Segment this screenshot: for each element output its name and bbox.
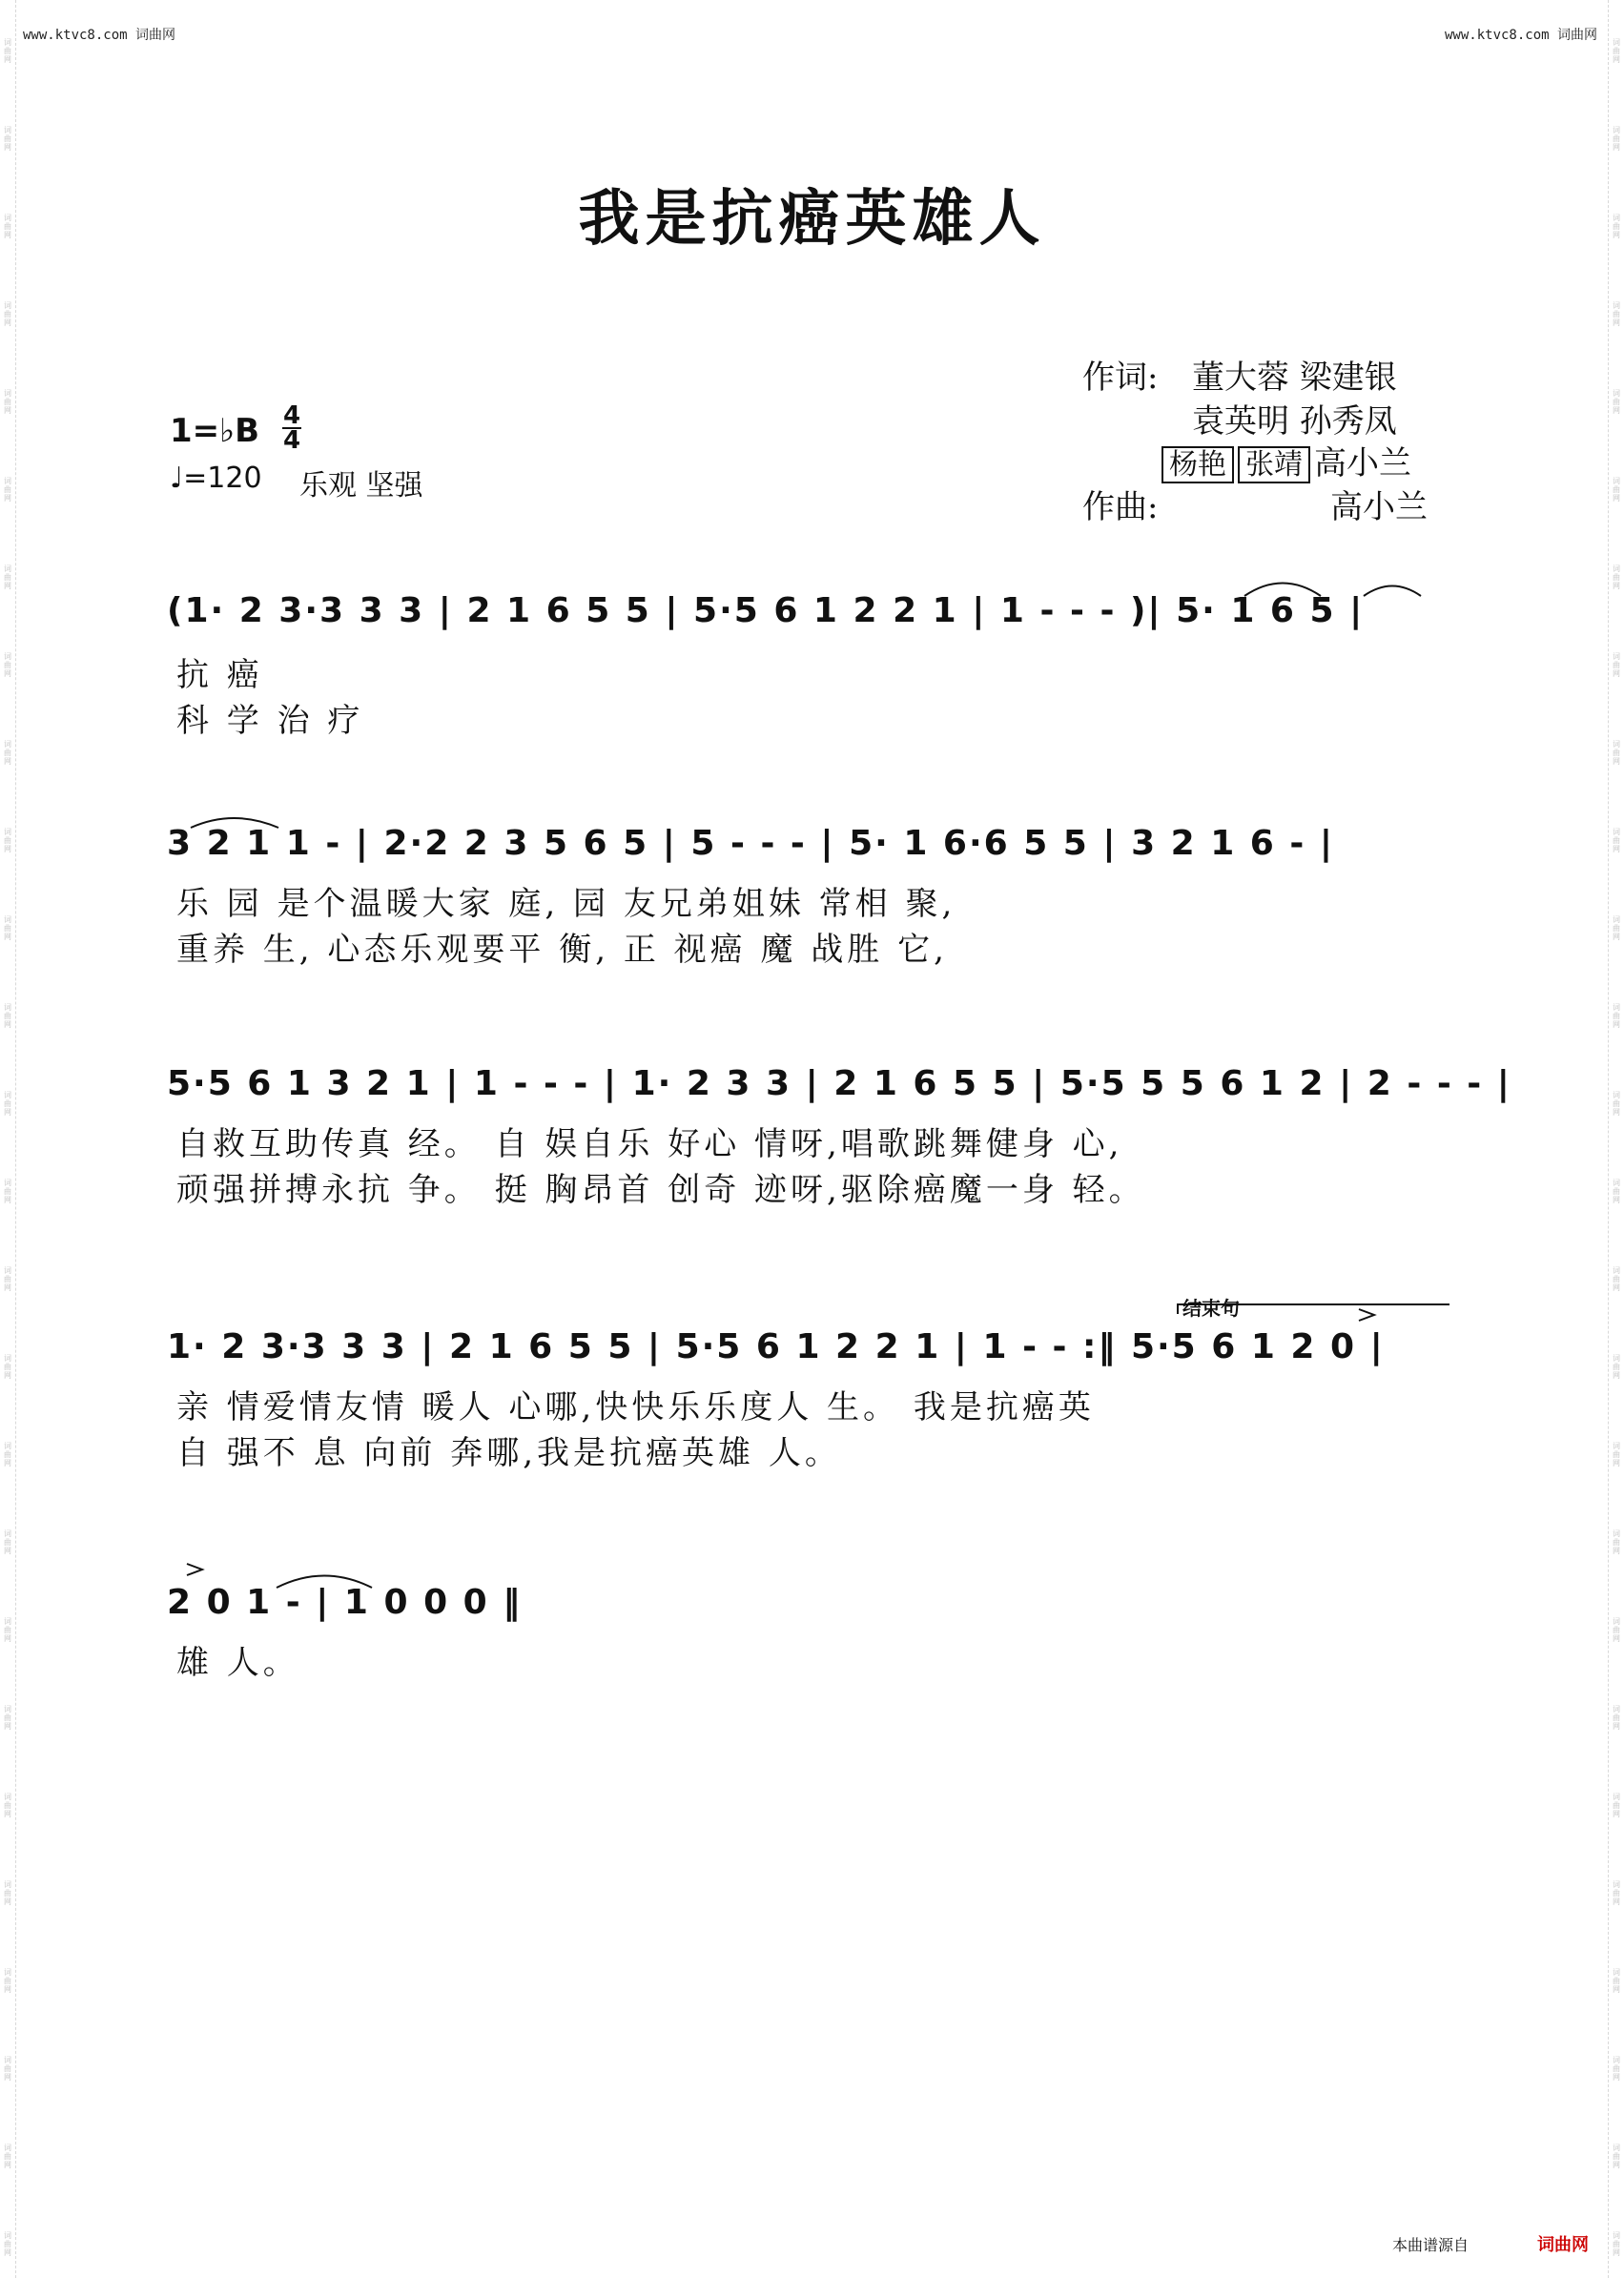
notes-row-2: 3 2 1 1 - | 2·2 2 3 5 6 5 | 5 - - - | 5· 1 6·6 5 5 | 3 2 1 6 - | [167, 824, 1335, 863]
side-watermark: 词 曲 网 [4, 1266, 11, 1292]
lyricists-line1: 董大蓉 梁建银 [1192, 359, 1397, 397]
notes-row-5: 2 0 1 - | 1 0 0 0 ‖ [167, 1583, 523, 1622]
side-watermark: 词 曲 网 [1613, 301, 1620, 327]
lyricists-line2: 袁英明 孙秀凤 [1192, 402, 1397, 441]
side-watermark: 词 曲 网 [4, 1705, 11, 1731]
lyrics-row-4-verse-1: 亲 情爱情友情 暖人 心哪,快快乐乐度人 生。 我是抗癌英 [176, 1388, 1095, 1426]
slur-mark [277, 1576, 372, 1589]
side-watermark: 词 曲 网 [4, 1529, 11, 1555]
side-watermark: 词 曲 网 [1613, 1179, 1620, 1204]
side-watermark: 词 曲 网 [4, 1003, 11, 1029]
side-watermark: 词 曲 网 [1613, 1354, 1620, 1380]
side-watermark: 词 曲 网 [1613, 1968, 1620, 1994]
side-watermark: 词 曲 网 [4, 477, 11, 503]
lyrics-row-1-verse-1: 抗 癌 [176, 656, 263, 694]
side-watermark: 词 曲 网 [4, 1617, 11, 1643]
notes-row-3: 5·5 6 1 3 2 1 | 1 - - - | 1· 2 3 3 | 2 1 6 5 5 | 5·5 5 5 6 1 2 | 2 - - - | [167, 1064, 1511, 1103]
side-watermark: 词 曲 网 [1613, 38, 1620, 64]
side-watermark: 词 曲 网 [4, 828, 11, 853]
side-watermark: 词 曲 网 [1613, 1617, 1620, 1643]
side-watermark: 词 曲 网 [4, 564, 11, 590]
side-watermark: 词 曲 网 [4, 214, 11, 239]
composer-name: 高小兰 [1330, 488, 1428, 526]
side-watermark: 词 曲 网 [4, 1354, 11, 1380]
side-watermark: 词 曲 网 [1613, 1442, 1620, 1467]
boxed-name-1: 杨艳 [1161, 446, 1234, 483]
slur-mark [1244, 584, 1321, 597]
side-watermark: 词 曲 网 [1613, 2144, 1620, 2169]
tempo-marking: ♩=120 [170, 462, 262, 495]
song-title: 我是抗癌英雄人 [578, 183, 1046, 255]
side-watermark: 词 曲 网 [1613, 1793, 1620, 1818]
side-watermark: 词 曲 网 [1613, 126, 1620, 152]
side-watermark: 词 曲 网 [1613, 915, 1620, 941]
side-watermark: 词 曲 网 [4, 915, 11, 941]
side-watermark: 词 曲 网 [1613, 564, 1620, 590]
lyrics-row-2-verse-2: 重养 生, 心态乐观要平 衡, 正 视癌 魔 战胜 它, [176, 931, 948, 969]
lyrics-row-2-verse-1: 乐 园 是个温暖大家 庭, 园 友兄弟姐妹 常相 聚, [176, 885, 956, 923]
lyrics-row-4-verse-2: 自 强不 息 向前 奔哪,我是抗癌英雄 人。 [176, 1434, 841, 1472]
side-watermark: 词 曲 网 [1613, 652, 1620, 678]
footer-logo[interactable]: 词曲网 [1537, 2235, 1589, 2255]
lyrics-row-3-verse-2: 顽强拼搏永抗 争。 挺 胸昂首 创奇 迹呀,驱除癌魔一身 轻。 [176, 1171, 1145, 1209]
time-top: 4 [282, 401, 301, 430]
side-watermark: 词 曲 网 [1613, 1705, 1620, 1731]
side-watermark: 词 曲 网 [1613, 2231, 1620, 2257]
notes-row-1: (1· 2 3·3 3 3 | 2 1 6 5 5 | 5·5 6 1 2 2 1 | 1 - - - )| 5· 1 6 5 | [167, 591, 1365, 630]
lyrics-row-1-verse-2: 科 学 治 疗 [176, 702, 364, 740]
footer-source: 本曲谱源自 [1392, 2236, 1470, 2254]
side-watermark: 词 曲 网 [4, 1179, 11, 1204]
side-watermark: 词 曲 网 [1613, 1003, 1620, 1029]
key-signature: 1=♭B [170, 412, 260, 450]
side-watermark: 词 曲 网 [1613, 477, 1620, 503]
lyrics-row-5-verse-1: 雄 人。 [176, 1644, 299, 1682]
side-watermark: 词 曲 网 [4, 2231, 11, 2257]
ending-label: 结束句 [1182, 1297, 1240, 1320]
slur-mark [1364, 586, 1421, 597]
lyricists-line3-tail: 高小兰 [1314, 444, 1411, 482]
lyricist-label: 作词: [1082, 359, 1159, 397]
side-watermark: 词 曲 网 [1613, 214, 1620, 239]
side-watermark: 词 曲 网 [1613, 1266, 1620, 1292]
side-watermark: 词 曲 网 [4, 652, 11, 678]
side-watermark: 词 曲 网 [4, 740, 11, 766]
side-watermark: 词 曲 网 [1613, 828, 1620, 853]
side-watermark: 词 曲 网 [4, 301, 11, 327]
side-watermark: 词 曲 网 [4, 2056, 11, 2082]
expression-marking: 乐观 坚强 [299, 469, 423, 503]
composer-label: 作曲: [1082, 488, 1159, 526]
side-watermark: 词 曲 网 [4, 1091, 11, 1117]
ending-bracket [1178, 1304, 1449, 1314]
accent-mark [1359, 1309, 1374, 1321]
side-watermark: 词 曲 网 [1613, 1880, 1620, 1906]
site-link-right[interactable]: www.ktvc8.com 词曲网 [1445, 28, 1598, 43]
side-watermark: 词 曲 网 [4, 1968, 11, 1994]
time-bottom: 4 [282, 426, 301, 455]
side-watermark: 词 曲 网 [1613, 389, 1620, 415]
side-watermark: 词 曲 网 [1613, 1529, 1620, 1555]
boxed-name-2: 张靖 [1238, 446, 1310, 483]
side-watermark: 词 曲 网 [4, 1880, 11, 1906]
side-watermark: 词 曲 网 [4, 389, 11, 415]
side-watermark: 词 曲 网 [4, 2144, 11, 2169]
site-link-left[interactable]: www.ktvc8.com 词曲网 [23, 28, 176, 43]
side-watermark: 词 曲 网 [1613, 740, 1620, 766]
side-watermark: 词 曲 网 [1613, 1091, 1620, 1117]
accent-mark [187, 1564, 202, 1575]
side-watermark: 词 曲 网 [4, 1442, 11, 1467]
side-watermark: 词 曲 网 [4, 126, 11, 152]
lyrics-row-3-verse-1: 自救互助传真 经。 自 娱自乐 好心 情呀,唱歌跳舞健身 心, [176, 1125, 1123, 1163]
notes-row-4: 1· 2 3·3 3 3 | 2 1 6 5 5 | 5·5 6 1 2 2 1 | 1 - - :‖ 5·5 6 1 2 0 | [167, 1327, 1385, 1366]
side-watermark: 词 曲 网 [1613, 2056, 1620, 2082]
side-watermark: 词 曲 网 [4, 38, 11, 64]
side-watermark: 词 曲 网 [4, 1793, 11, 1818]
slur-mark [191, 818, 278, 828]
